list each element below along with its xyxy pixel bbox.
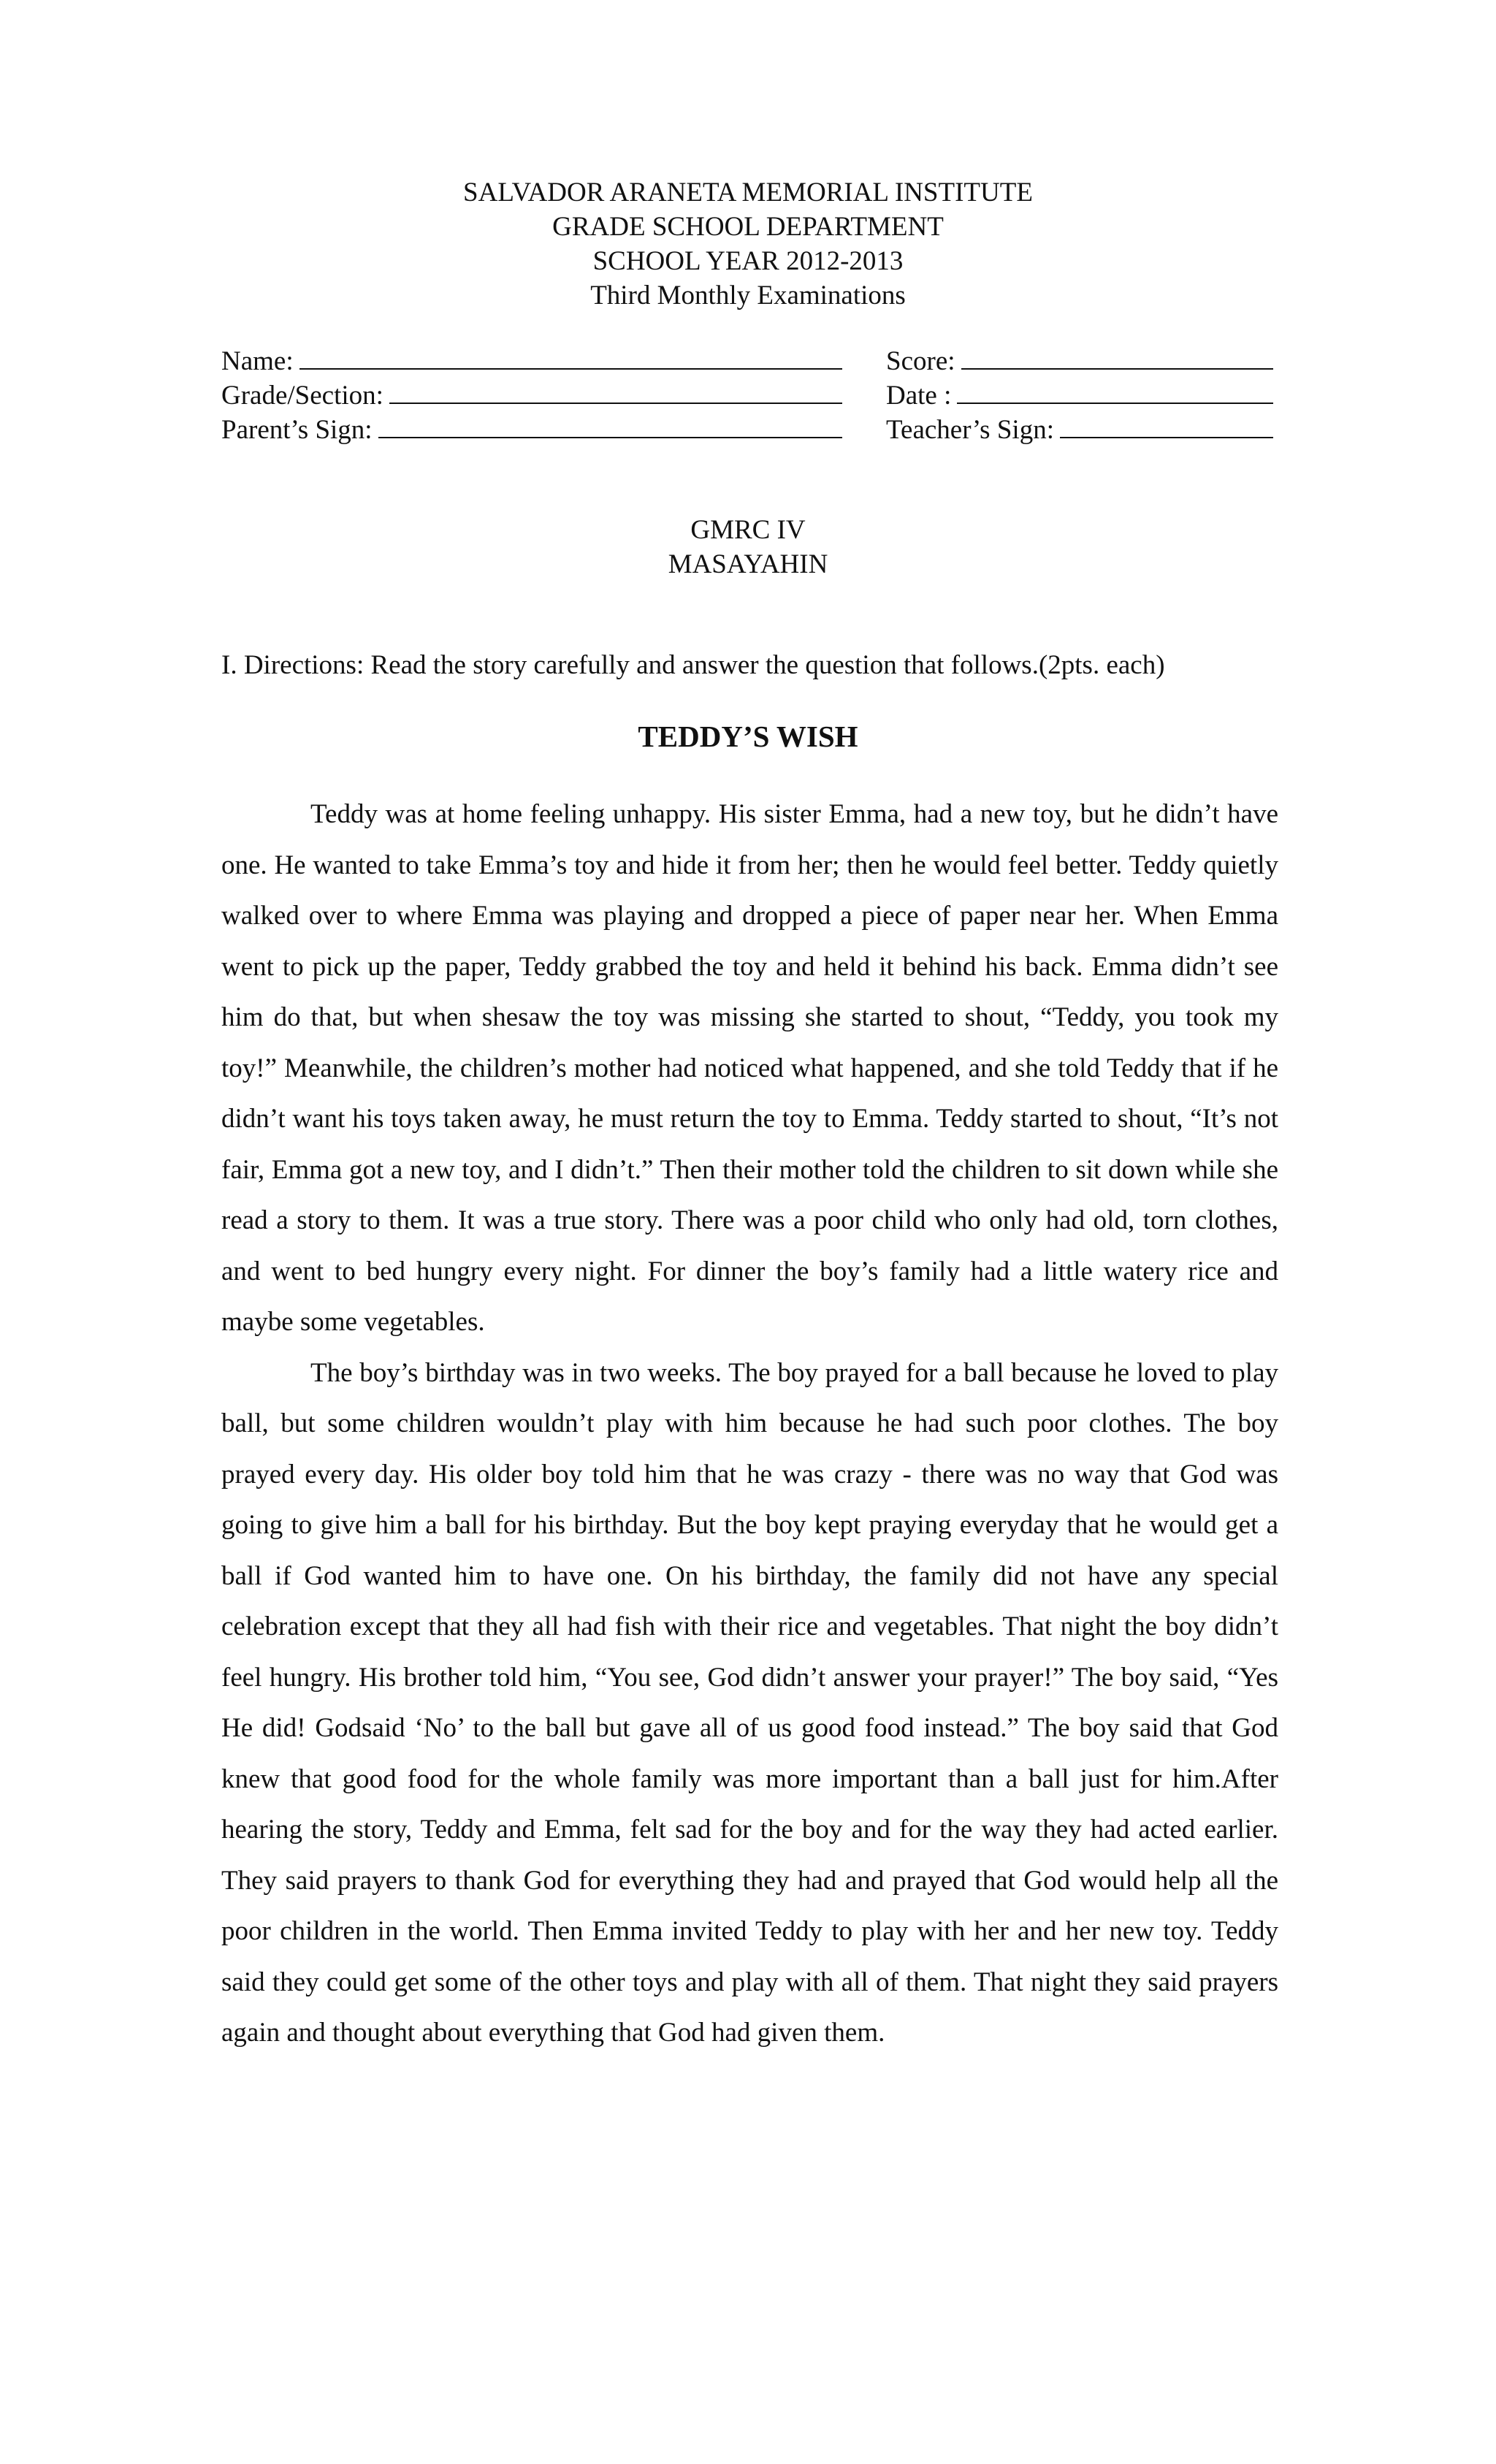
student-info-fields [221,343,1281,446]
subject-topic: MASAYAHIN [668,549,828,579]
grade-section-label: Grade/Section: [221,381,383,411]
story-paragraph-2: The boy’s birthday was in two weeks. The boy prayed for a ball because he loved to play ball, but some children wouldn’t play with him because he had such poor clothes. The boy prayed every day. His older boy told him that he was crazy - there was no way that God was going to give him a ball for his birthday. But the boy kept praying everyday that he would get a ball if God wanted him to have one. On his birthday, the family did not have any special celebration except that they all had fish with their rice and vegetables. That night the boy didn’t feel hungry. His brother told him, “You see, God didn’t answer your prayer!” The boy said, “Yes He did! Godsaid ‘No’ to the ball but gave all of us good food instead.” The boy said that God knew that good food for the whole family was more important than a ball just for him.After hearing the story, Teddy and Emma, felt sad for the boy and for the way they had acted earlier. They said prayers to thank God for everything they had and prayed that God would help all the poor children in the world. Then Emma invited Teddy to play with her and her new toy. Teddy said they could get some of the other toys and play with all of them. That night they said prayers again and thought about everything that God had given them. [221,1357,1278,2048]
story-title: TEDDY’S WISH [638,720,858,753]
institution-name: SALVADOR ARANETA MEMORIAL INSTITUTE [463,178,1033,207]
department-name: GRADE SCHOOL DEPARTMENT [552,212,944,242]
score-label: Score: [886,346,955,376]
grade-section-field[interactable] [221,378,850,413]
school-year: SCHOOL YEAR 2012-2013 [592,246,904,276]
exam-title: Third Monthly Examinations [590,281,906,310]
story-body [221,789,1278,2059]
grade-section-blank-line[interactable] [389,378,842,404]
teacher-sign-label: Teacher’s Sign: [886,415,1054,445]
field-row-signatures [221,412,1281,446]
score-field[interactable] [886,343,1281,378]
name-label: Name: [221,346,294,376]
field-row-name-score [221,343,1281,378]
parent-sign-blank-line[interactable] [378,412,842,438]
date-field[interactable] [886,378,1281,413]
story-paragraph-1: Teddy was at home feeling unhappy. His sister Emma, had a new toy, but he didn’t have one. He wanted to take Emma’s toy and hide it from her; then he would feel better. Teddy quietly walked over to where Emma was playing and dropped a piece of paper near her. When Emma went to pick up the paper, Teddy grabbed the toy and held it behind his back. Emma didn’t see him do that, but when shesaw the toy was missing she started to shout, “Teddy, you took my toy!” Meanwhile, the children’s mother had noticed what happened, and she told Teddy that if he didn’t want his toys taken away, he must return the toy to Emma. Teddy started to shout, “It’s not fair, Emma got a new toy, and I didn’t.” Then their mother told the children to sit down while she read a story to them. It was a true story. There was a poor child who only had old, torn clothes, and went to bed hungry every night. For dinner the boy’s family had a little watery rice and maybe some vegetables. [221,799,1278,1337]
teacher-sign-blank-line[interactable] [1060,412,1273,438]
date-blank-line[interactable] [957,378,1273,404]
exam-header [0,175,1496,313]
score-blank-line[interactable] [961,343,1273,370]
parent-sign-field[interactable] [221,412,850,447]
date-label: Date : [886,381,952,411]
subject-code: GMRC IV [690,515,806,545]
directions-text: I. Directions: Read the story carefully and answer the question that follows.(2pts. each) [221,650,1165,680]
field-row-grade-date [221,378,1281,412]
name-field[interactable] [221,343,850,378]
name-blank-line[interactable] [299,343,842,370]
subject-heading [0,513,1496,581]
teacher-sign-field[interactable] [886,412,1281,447]
parent-sign-label: Parent’s Sign: [221,415,373,445]
